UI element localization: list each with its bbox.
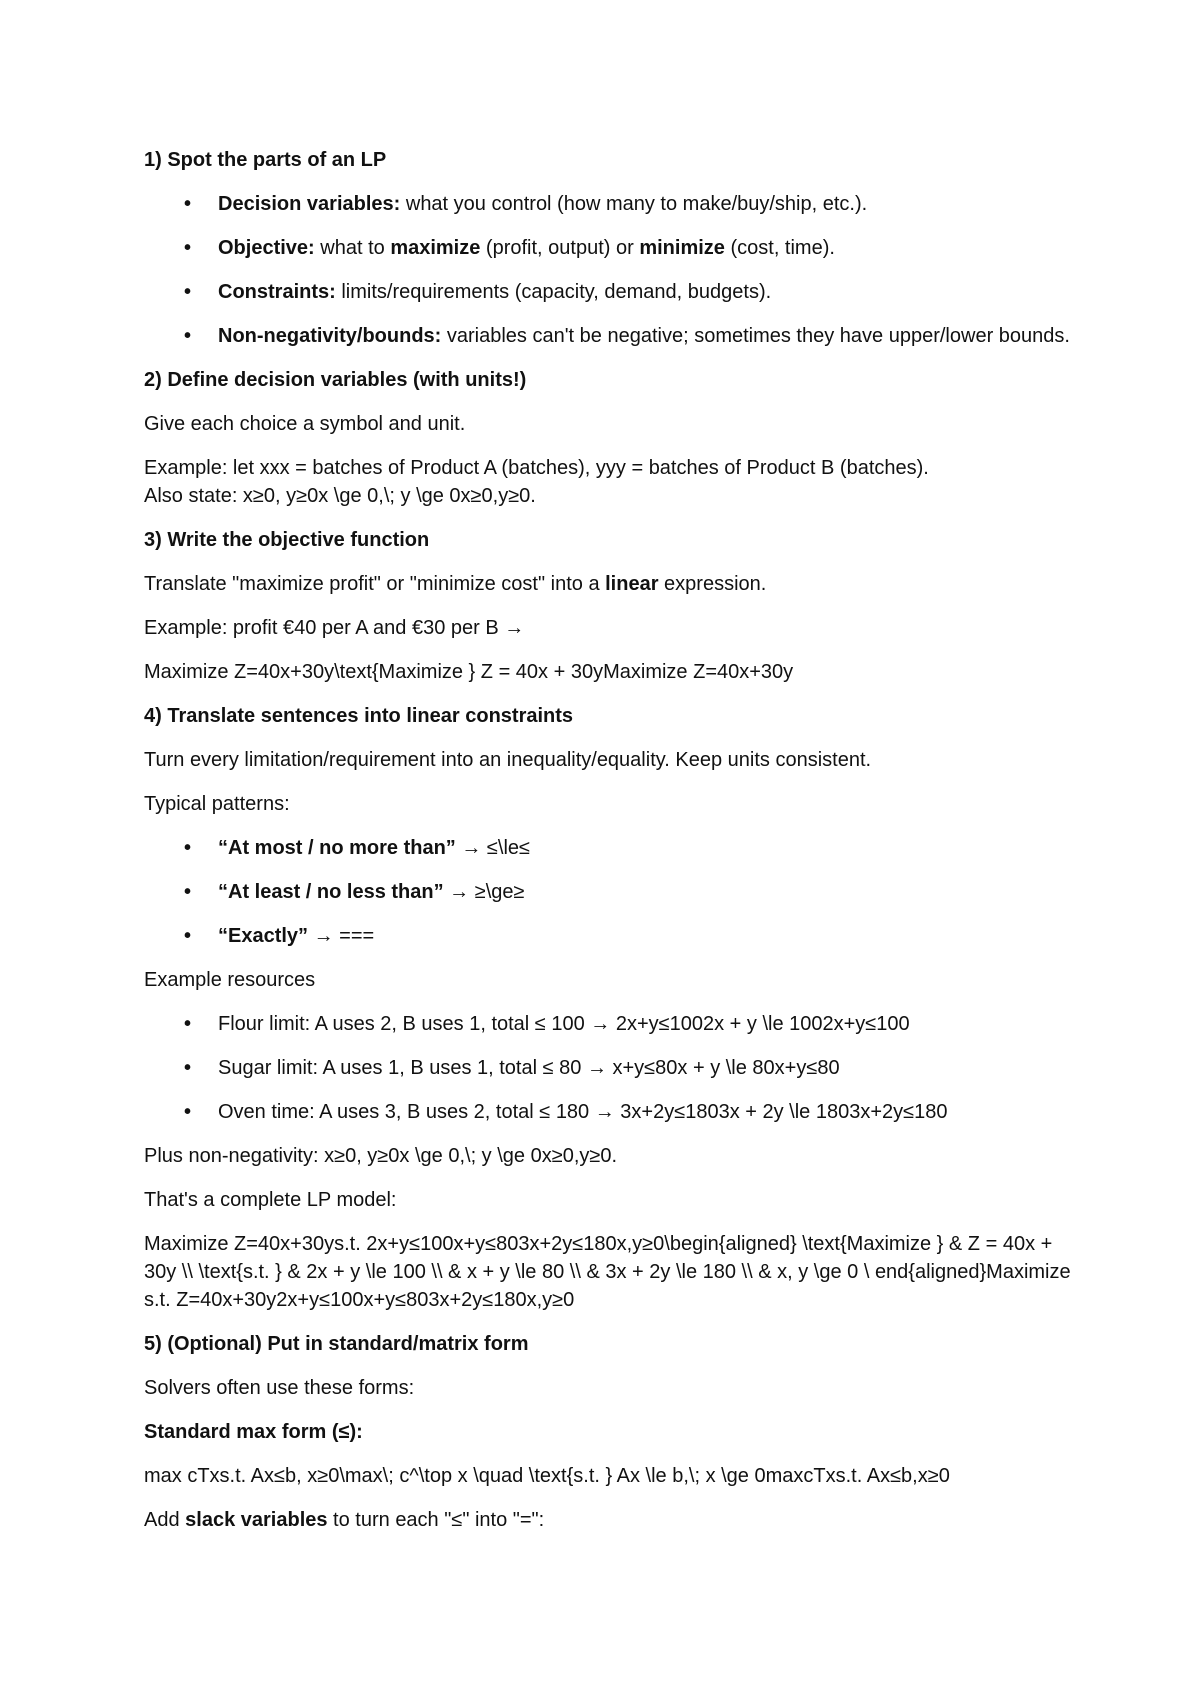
item-text: what you control (how many to make/buy/ship, etc.). [400,193,868,215]
bold-minimize: minimize [639,237,725,259]
paragraph: Example resources [144,969,316,991]
pattern-text: → ≤\le≤ [455,837,530,859]
text: Add [144,1509,186,1531]
item-text: (cost, time). [724,237,835,259]
item-text: variables can't be negative; sometimes they have upper/lower bounds. [441,325,1070,347]
pattern-text: → === [308,925,375,947]
term-non-negativity: Non-negativity/bounds: [218,325,442,347]
bold-linear: linear [605,573,659,595]
list-item [144,278,1080,306]
paragraph: That's a complete LP model: [144,1189,397,1211]
section-1-heading: 1) Spot the parts of an LP [144,149,387,171]
text: to turn each "≤" into "=": [327,1509,545,1531]
example-line-2: Also state: x≥0, y≥0x \ge 0,\; y \ge 0x≥0,y≥0. [144,485,536,507]
list-item [144,834,1080,862]
list-item [144,234,1080,262]
section-4-heading: 4) Translate sentences into linear constraints [144,705,574,727]
paragraph: Give each choice a symbol and unit. [144,413,466,435]
paragraph [144,1506,1080,1534]
lp-parts-list [144,190,1080,350]
list-item [144,922,1080,950]
bold-maximize: maximize [390,237,481,259]
term-constraints: Constraints: [218,281,336,303]
pattern-label: “At least / no less than” [218,881,444,903]
bold-slack-variables: slack variables [185,1509,328,1531]
item-text: limits/requirements (capacity, demand, budgets). [335,281,772,303]
example-line-1: Example: let xxx = batches of Product A (batches), yyy = batches of Product B (batches). [144,457,929,479]
text: expression. [658,573,767,595]
standard-form-formula: max cTxs.t. Ax≤b, x≥0\max\; c^\top x \quad \text{s.t. } Ax \le b,\; x \ge 0maxcTxs.t. Ax≤b,x≥0 [144,1465,950,1487]
list-item: • Sugar limit: A uses 1, B uses 1, total ≤ 80 → x+y≤80x + y \le 80x+y≤80 [144,1054,1080,1082]
list-item [144,322,1080,350]
pattern-label: “Exactly” [218,925,309,947]
list-item: • Flour limit: A uses 2, B uses 1, total ≤ 100 → 2x+y≤1002x + y \le 1002x+y≤100 [144,1010,1080,1038]
section-5-heading: 5) (Optional) Put in standard/matrix form [144,1333,529,1355]
objective-formula: Maximize Z=40x+30y\text{Maximize } Z = 40x + 30yMaximize Z=40x+30y [144,661,794,683]
paragraph: Plus non-negativity: x≥0, y≥0x \ge 0,\; y \ge 0x≥0,y≥0. [144,1145,618,1167]
text: Translate "maximize profit" or "minimize cost" into a [144,573,606,595]
lp-model-formula: Maximize Z=40x+30ys.t. 2x+y≤100x+y≤803x+2y≤180x,y≥0\begin{aligned} \text{Maximize } & Z = 40x + 30y \\ \text{s.t. } & 2x + y \le 100 \\ & x + y \le 80 \\ & 3x + 2y \le 180 \\ & x, y \ge 0 \ end{aligned}Maximize s.t. Z=40x+30y2x+y≤100x+y≤803x+2y≤180x,y≥0 [144,1233,1071,1311]
patterns-list [144,834,1080,950]
paragraph: Example: profit €40 per A and €30 per B → [144,617,525,639]
paragraph [144,570,1080,598]
pattern-label: “At most / no more than” [218,837,456,859]
list-item [144,878,1080,906]
item-text: what to [314,237,391,259]
item-text: (profit, output) or [480,237,640,259]
section-3-heading: 3) Write the objective function [144,529,430,551]
standard-form-subheading: Standard max form (≤): [144,1421,363,1443]
paragraph: Solvers often use these forms: [144,1377,415,1399]
resources-list [144,1010,1080,1126]
pattern-text: → ≥\ge≥ [443,881,525,903]
list-item [144,190,1080,218]
list-item: • Oven time: A uses 3, B uses 2, total ≤ 180 → 3x+2y≤1803x + 2y \le 1803x+2y≤180 [144,1098,1080,1126]
example-paragraph [144,454,1080,510]
term-decision-variables: Decision variables: [218,193,401,215]
paragraph: Turn every limitation/requirement into an inequality/equality. Keep units consistent. [144,749,872,771]
paragraph: Typical patterns: [144,793,290,815]
section-2-heading: 2) Define decision variables (with units!) [144,369,527,391]
term-objective: Objective: [218,237,315,259]
